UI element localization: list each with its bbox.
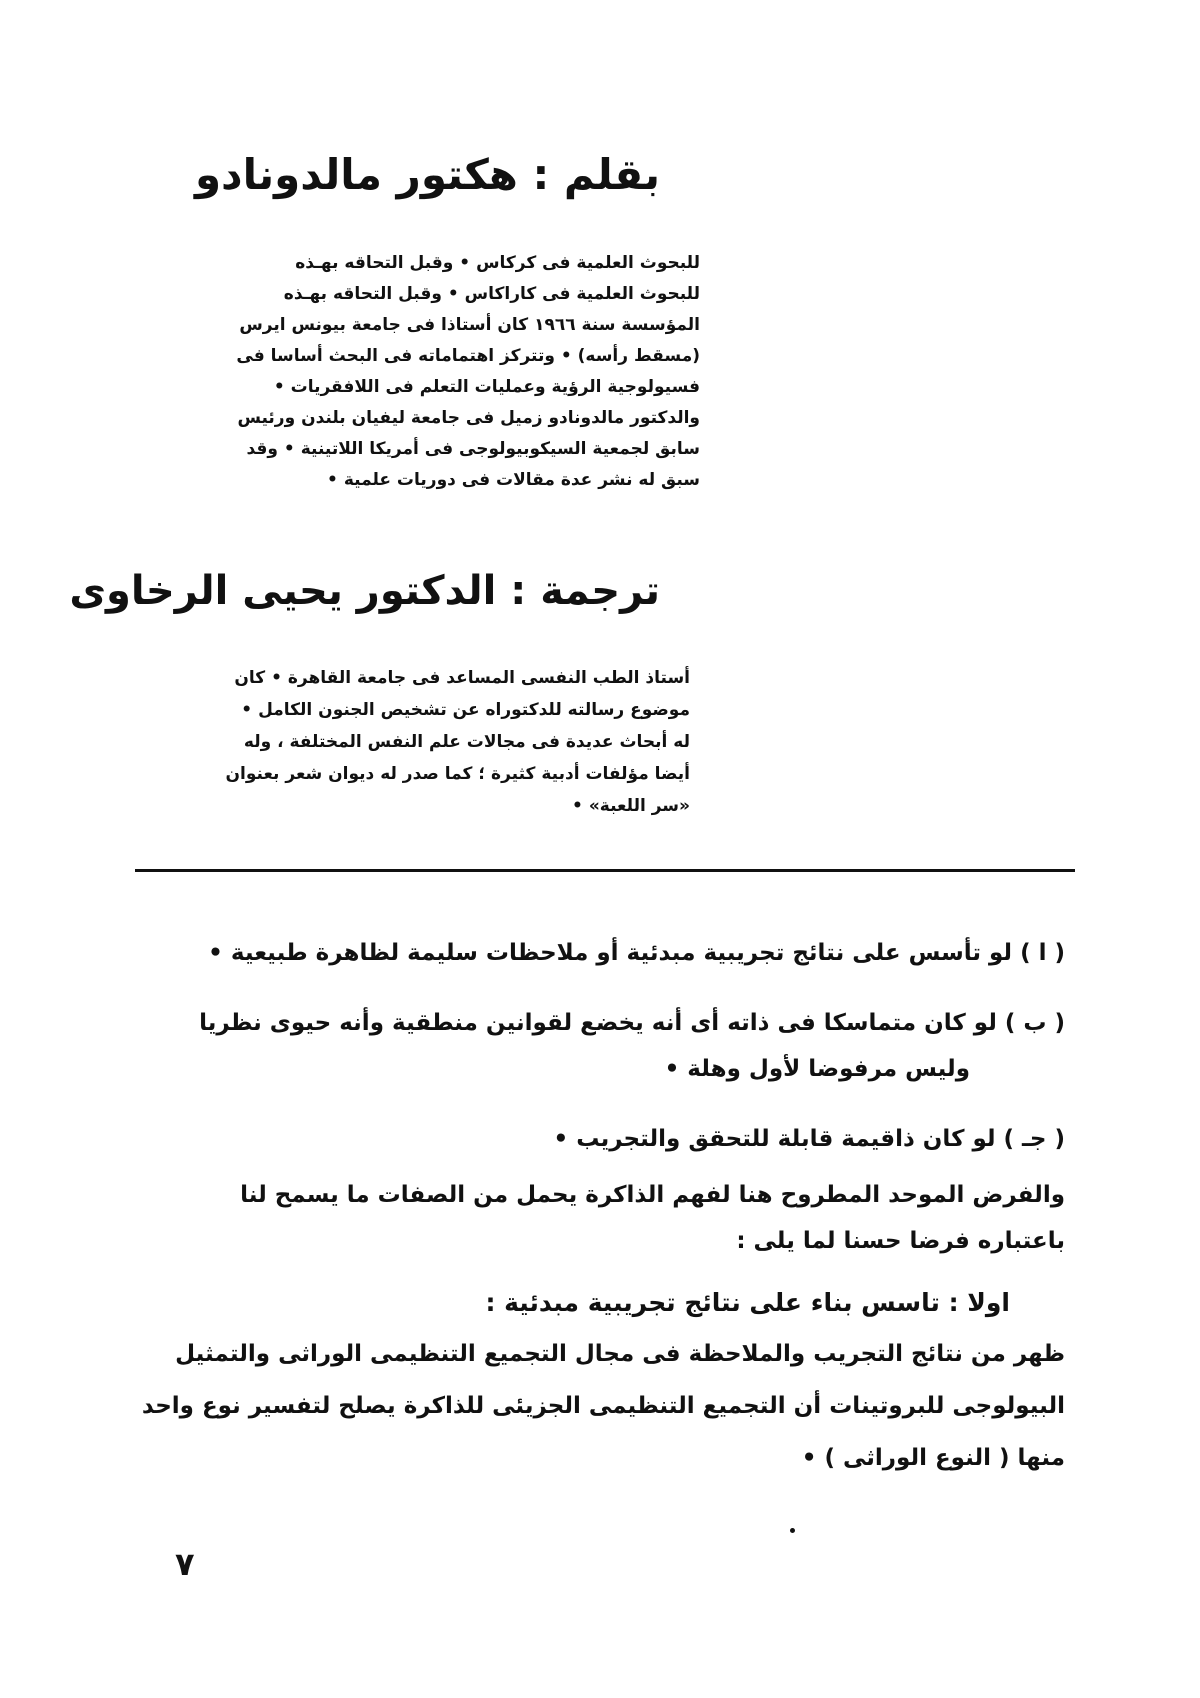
section-divider [135,869,1075,872]
paragraph-line: البيولوجى للبروتينات أن التجميع التنظيمى الجزيئى للذاكرة يصلح لتفسير نوع واحد [141,1393,1065,1419]
author-bio-line: والدكتور مالدونادو زميل فى جامعة ليفيان بلندن ورئيس [237,408,700,428]
list-item-a: ( ا ) لو تأسس على نتائج تجريبية مبدئية أو ملاحظات سليمة لظاهرة طبيعية • [208,940,1065,966]
paragraph-line: والفرض الموحد المطروح هنا لفهم الذاكرة يحمل من الصفات ما يسمح لنا [240,1182,1065,1208]
translator-bio-line: «سر اللعبة» • [572,796,690,816]
list-item-c: ( جـ ) لو كان ذاقيمة قابلة للتحقق والتجريب • [553,1126,1065,1152]
author-bio [180,248,700,496]
author-bio-line: المؤسسة سنة ١٩٦٦ كان أستاذا فى جامعة بيونس ايرس [239,315,700,335]
translator-bio-line: موضوع رسالته للدكتوراه عن تشخيص الجنون الكامل • [241,700,690,720]
author-heading: بقلم : هكتور مالدونادو [194,150,660,199]
paragraph-line: باعتباره فرضا حسنا لما يلى : [736,1228,1065,1254]
page-number: ٧ [175,1545,195,1583]
author-bio-line: للبحوث العلمية فى كركاس • وقبل التحاقه بهـذه [295,253,700,273]
author-bio-line: للبحوث العلمية فى كاراكاس • وقبل التحاقه بهـذه [283,284,700,304]
translator-bio [180,662,690,822]
translator-heading: ترجمة : الدكتور يحيى الرخاوى [69,568,660,614]
translator-bio-line: أيضا مؤلفات أدبية كثيرة ؛ كما صدر له ديوان شعر بعنوان [225,764,690,784]
stray-dot-mark [790,1528,795,1533]
author-bio-line: سابق لجمعية السيكوبيولوجى فى أمريكا اللاتينية • وقد [246,439,700,459]
author-bio-line: (مسقط رأسه) • وتتركز اهتماماته فى البحث أساسا فى [236,346,700,366]
list-item-b: ( ب ) لو كان متماسكا فى ذاته أى أنه يخضع لقوانين منطقية وأنه حيوى نظريا [199,1010,1065,1036]
translator-bio-line: أستاذ الطب النفسى المساعد فى جامعة القاهرة • كان [234,668,690,688]
list-item-b-continuation: وليس مرفوضا لأول وهلة • [664,1056,970,1082]
paragraph-line: ظهر من نتائج التجريب والملاحظة فى مجال التجميع التنظيمى الوراثى والتمثيل [175,1341,1065,1367]
paragraph-line: منها ( النوع الوراثى ) • [801,1445,1065,1471]
author-bio-line: سبق له نشر عدة مقالات فى دوريات علمية • [327,470,700,490]
author-bio-line: فسيولوجية الرؤية وعمليات التعلم فى اللافقريات • [273,377,700,397]
body-text [125,930,1065,1482]
translator-bio-line: له أبحاث عديدة فى مجالات علم النفس المختلفة ، وله [243,732,690,752]
section-heading: اولا : تاسس بناء على نتائج تجريبية مبدئية : [485,1288,1010,1317]
